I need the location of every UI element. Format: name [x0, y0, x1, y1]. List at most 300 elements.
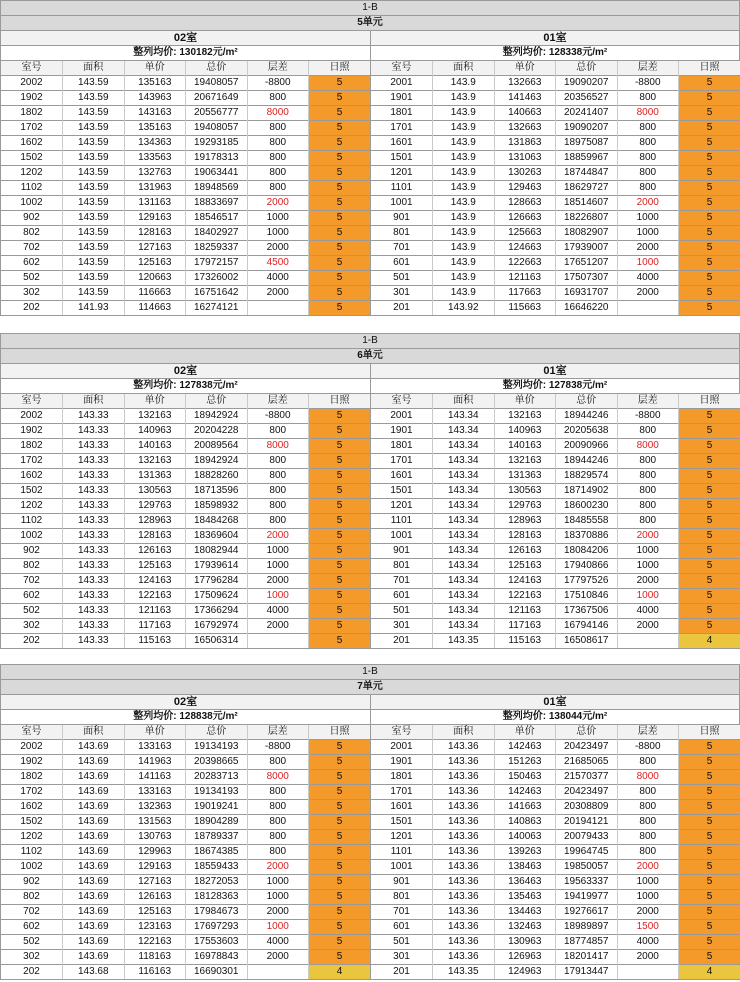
room-column — [370, 363, 740, 649]
table-cell: 5 — [679, 815, 740, 830]
table-cell: 19134193 — [186, 785, 248, 800]
table-cell: 202 — [1, 301, 63, 316]
table-cell: 5 — [679, 860, 740, 875]
table-cell: 800 — [247, 136, 309, 151]
table-cell: 1000 — [247, 544, 309, 559]
table-cell: 5 — [679, 920, 740, 935]
table-cell: 18402927 — [186, 226, 248, 241]
header-row — [371, 725, 740, 740]
table-row — [371, 785, 740, 800]
table-cell: 800 — [617, 785, 679, 800]
table-row — [371, 529, 740, 544]
table-cell: 143.36 — [433, 920, 495, 935]
table-cell: 17367506 — [556, 604, 618, 619]
table-cell: 5 — [309, 76, 371, 91]
column-header: 层差 — [247, 394, 309, 409]
table-cell: 143.9 — [433, 241, 495, 256]
table-cell: 143.59 — [63, 196, 125, 211]
table-cell: 18904289 — [186, 815, 248, 830]
table-cell: 18744847 — [556, 166, 618, 181]
table-cell: 800 — [247, 785, 309, 800]
table-cell: 2000 — [247, 860, 309, 875]
table-cell: 120663 — [124, 271, 186, 286]
column-header: 室号 — [371, 725, 433, 740]
table-cell: 5 — [679, 544, 740, 559]
table-row — [1, 121, 370, 136]
table-cell: -8800 — [617, 76, 679, 91]
table-cell: 143.69 — [63, 815, 125, 830]
table-cell: 800 — [617, 815, 679, 830]
table-cell: 143.36 — [433, 905, 495, 920]
table-cell: 141463 — [494, 91, 556, 106]
table-cell: 17939007 — [556, 241, 618, 256]
room-column — [0, 694, 370, 980]
table-cell: 19063441 — [186, 166, 248, 181]
table-cell: 143.34 — [433, 559, 495, 574]
table-cell: 143.36 — [433, 860, 495, 875]
table-cell: 117663 — [494, 286, 556, 301]
table-cell: 143.33 — [63, 574, 125, 589]
table-cell: 5 — [309, 830, 371, 845]
table-cell: 19408057 — [186, 121, 248, 136]
room-header: 02室 — [1, 30, 370, 45]
table-row — [1, 301, 370, 316]
table-row — [371, 770, 740, 785]
table-cell: 1000 — [617, 256, 679, 271]
column-header: 总价 — [556, 725, 618, 740]
table-cell: 142463 — [494, 740, 556, 755]
table-cell: 18082944 — [186, 544, 248, 559]
table-cell: 19276617 — [556, 905, 618, 920]
room-columns — [0, 694, 740, 980]
table-cell: 18259337 — [186, 241, 248, 256]
table-cell: 131563 — [124, 815, 186, 830]
table-cell: 5 — [679, 409, 740, 424]
table-cell: 130763 — [124, 830, 186, 845]
table-cell: 901 — [371, 211, 433, 226]
table-cell: 5 — [309, 800, 371, 815]
table-cell: 5 — [679, 136, 740, 151]
table-cell: 1000 — [247, 559, 309, 574]
table-cell: 19408057 — [186, 76, 248, 91]
table-cell: 1201 — [371, 830, 433, 845]
table-cell: 18600230 — [556, 499, 618, 514]
table-cell: 126963 — [494, 950, 556, 965]
table-cell: 800 — [617, 91, 679, 106]
column-header: 层差 — [617, 725, 679, 740]
table-cell: 2000 — [247, 574, 309, 589]
table-row — [1, 514, 370, 529]
table-cell: 5 — [309, 424, 371, 439]
table-row — [1, 439, 370, 454]
table-row — [371, 514, 740, 529]
table-cell: 2000 — [617, 619, 679, 634]
table-cell: 18774857 — [556, 935, 618, 950]
table-row — [371, 91, 740, 106]
table-cell: 2000 — [247, 905, 309, 920]
table-cell: 5 — [309, 226, 371, 241]
table-cell: 143.59 — [63, 211, 125, 226]
table-cell: 1901 — [371, 424, 433, 439]
table-cell: 143.59 — [63, 226, 125, 241]
table-row — [1, 574, 370, 589]
table-cell: 143.33 — [63, 424, 125, 439]
table-cell: 16931707 — [556, 286, 618, 301]
column-header: 层差 — [617, 394, 679, 409]
table-cell: 129163 — [124, 211, 186, 226]
table-row — [1, 890, 370, 905]
table-cell: 143.36 — [433, 935, 495, 950]
table-cell: 4000 — [247, 271, 309, 286]
table-cell: 601 — [371, 256, 433, 271]
table-cell: 140863 — [494, 815, 556, 830]
table-cell: 4000 — [617, 604, 679, 619]
table-cell: 8000 — [247, 106, 309, 121]
table-row — [371, 181, 740, 196]
table-cell: 5 — [679, 740, 740, 755]
table-cell: 800 — [617, 166, 679, 181]
column-header: 单价 — [124, 394, 186, 409]
table-cell: 20089564 — [186, 439, 248, 454]
table-cell: 5 — [309, 499, 371, 514]
table-cell: 800 — [617, 454, 679, 469]
table-cell: 201 — [371, 965, 433, 980]
table-cell: 5 — [679, 559, 740, 574]
table-row — [1, 815, 370, 830]
price-table — [1, 393, 370, 649]
table-body — [371, 740, 740, 980]
table-cell: 1000 — [617, 226, 679, 241]
unit-label: 6单元 — [0, 348, 740, 363]
building-label: 1-B — [0, 664, 740, 679]
column-header: 单价 — [494, 725, 556, 740]
table-cell: 17796284 — [186, 574, 248, 589]
table-row — [1, 484, 370, 499]
table-row — [1, 211, 370, 226]
table-cell: 5 — [679, 76, 740, 91]
table-cell: 124663 — [494, 241, 556, 256]
table-cell: 143.69 — [63, 740, 125, 755]
table-cell: 116163 — [124, 965, 186, 980]
table-cell: 2000 — [617, 241, 679, 256]
table-cell: 2002 — [1, 740, 63, 755]
room-columns — [0, 30, 740, 316]
table-row — [1, 106, 370, 121]
table-row — [371, 830, 740, 845]
table-cell: 5 — [309, 151, 371, 166]
table-cell: 1102 — [1, 181, 63, 196]
table-cell: 122163 — [494, 589, 556, 604]
table-cell: 143.36 — [433, 875, 495, 890]
table-cell: 122163 — [124, 935, 186, 950]
table-cell: 800 — [247, 815, 309, 830]
column-header: 总价 — [556, 61, 618, 76]
table-cell: 143.33 — [63, 484, 125, 499]
table-row — [371, 619, 740, 634]
table-cell: 143.35 — [433, 634, 495, 649]
table-cell: 2000 — [247, 619, 309, 634]
room-column — [370, 694, 740, 980]
table-head — [371, 394, 740, 409]
table-cell: 5 — [309, 484, 371, 499]
table-cell: 17509624 — [186, 589, 248, 604]
table-cell: 302 — [1, 619, 63, 634]
table-cell: 143.34 — [433, 574, 495, 589]
table-cell: 18272053 — [186, 875, 248, 890]
table-cell: 117163 — [124, 619, 186, 634]
table-row — [1, 634, 370, 649]
room-header: 01室 — [371, 694, 739, 709]
table-cell: 701 — [371, 241, 433, 256]
table-cell: 129963 — [124, 845, 186, 860]
table-cell: 301 — [371, 950, 433, 965]
price-table — [1, 60, 370, 316]
table-cell: 5 — [679, 574, 740, 589]
column-header: 面积 — [63, 394, 125, 409]
table-cell: 5 — [309, 286, 371, 301]
table-cell: 143.36 — [433, 755, 495, 770]
table-cell: 800 — [247, 800, 309, 815]
table-cell: 132163 — [494, 454, 556, 469]
table-cell: 140963 — [494, 424, 556, 439]
table-cell: 20205638 — [556, 424, 618, 439]
table-cell: 20398665 — [186, 755, 248, 770]
table-cell: 17913447 — [556, 965, 618, 980]
column-header: 总价 — [186, 61, 248, 76]
table-cell: 143.34 — [433, 439, 495, 454]
table-row — [1, 845, 370, 860]
column-header: 总价 — [186, 725, 248, 740]
table-cell: 18975087 — [556, 136, 618, 151]
table-cell: 143.36 — [433, 785, 495, 800]
table-cell: 20671649 — [186, 91, 248, 106]
table-cell: 122663 — [494, 256, 556, 271]
table-cell: 602 — [1, 256, 63, 271]
table-cell: 5 — [679, 935, 740, 950]
table-cell: 16978843 — [186, 950, 248, 965]
table-cell: 143.9 — [433, 286, 495, 301]
table-cell: 18514607 — [556, 196, 618, 211]
table-cell: 143.69 — [63, 755, 125, 770]
table-row — [1, 226, 370, 241]
table-cell: 5 — [309, 409, 371, 424]
table-cell: 18128363 — [186, 890, 248, 905]
table-cell: 143.34 — [433, 544, 495, 559]
table-cell: 800 — [617, 830, 679, 845]
table-cell: 20283713 — [186, 770, 248, 785]
table-cell: 5 — [309, 196, 371, 211]
table-row — [1, 256, 370, 271]
table-cell: 19178313 — [186, 151, 248, 166]
table-cell: 5 — [679, 800, 740, 815]
table-cell: 115163 — [494, 634, 556, 649]
table-cell: 128163 — [494, 529, 556, 544]
table-row — [1, 830, 370, 845]
table-cell: 18559433 — [186, 860, 248, 875]
table-cell: 2000 — [247, 950, 309, 965]
table-head — [371, 61, 740, 76]
table-cell: 143.68 — [63, 965, 125, 980]
table-cell: 129463 — [494, 181, 556, 196]
section-unit-5 — [0, 0, 740, 316]
table-cell: 143.69 — [63, 890, 125, 905]
table-row — [1, 905, 370, 920]
table-cell: 143.9 — [433, 211, 495, 226]
table-cell: 18629727 — [556, 181, 618, 196]
table-row — [1, 800, 370, 815]
table-cell: 17940866 — [556, 559, 618, 574]
table-row — [371, 121, 740, 136]
table-cell: 143.34 — [433, 604, 495, 619]
table-cell: 17972157 — [186, 256, 248, 271]
table-cell: 5 — [309, 454, 371, 469]
room-column — [0, 30, 370, 316]
table-cell: 701 — [371, 574, 433, 589]
table-cell: 143.33 — [63, 604, 125, 619]
table-cell: 143.59 — [63, 76, 125, 91]
table-cell: 1801 — [371, 106, 433, 121]
table-cell: 802 — [1, 226, 63, 241]
table-cell: -8800 — [617, 740, 679, 755]
table-cell: 17939614 — [186, 559, 248, 574]
table-row — [1, 499, 370, 514]
table-cell: 18084206 — [556, 544, 618, 559]
table-cell: 202 — [1, 965, 63, 980]
table-cell: 117163 — [494, 619, 556, 634]
table-body — [1, 409, 370, 649]
table-row — [371, 271, 740, 286]
table-row — [371, 965, 740, 980]
table-cell: 135463 — [494, 890, 556, 905]
table-row — [1, 166, 370, 181]
table-cell: 1702 — [1, 785, 63, 800]
table-cell: 122163 — [124, 589, 186, 604]
table-cell: 5 — [679, 755, 740, 770]
table-cell: 129163 — [124, 860, 186, 875]
column-header: 单价 — [124, 61, 186, 76]
table-cell: 5 — [309, 91, 371, 106]
table-cell: 501 — [371, 935, 433, 950]
table-cell: 800 — [247, 499, 309, 514]
table-cell: 5 — [679, 196, 740, 211]
table-row — [1, 151, 370, 166]
table-cell: 18674385 — [186, 845, 248, 860]
table-cell: 131363 — [124, 469, 186, 484]
table-cell: 132363 — [124, 800, 186, 815]
table-cell: 2000 — [617, 574, 679, 589]
table-cell: 1702 — [1, 121, 63, 136]
header-row — [371, 394, 740, 409]
table-cell: 143.36 — [433, 890, 495, 905]
table-cell: 800 — [617, 499, 679, 514]
table-cell: 143.69 — [63, 950, 125, 965]
table-cell: 800 — [247, 181, 309, 196]
table-cell: 130563 — [494, 484, 556, 499]
table-cell: 143.9 — [433, 121, 495, 136]
table-cell: 601 — [371, 920, 433, 935]
table-cell: 5 — [679, 499, 740, 514]
table-row — [371, 860, 740, 875]
table-cell: 1002 — [1, 196, 63, 211]
table-row — [371, 76, 740, 91]
table-cell: 127163 — [124, 241, 186, 256]
table-cell: 17984673 — [186, 905, 248, 920]
table-cell: 141663 — [494, 800, 556, 815]
table-cell: 5 — [679, 905, 740, 920]
table-row — [371, 589, 740, 604]
table-cell: 19019241 — [186, 800, 248, 815]
table-row — [1, 271, 370, 286]
table-cell: 143.9 — [433, 226, 495, 241]
table-row — [371, 559, 740, 574]
table-cell: 1202 — [1, 166, 63, 181]
table-cell: 121163 — [494, 604, 556, 619]
table-cell: 20204228 — [186, 424, 248, 439]
table-row — [371, 241, 740, 256]
column-header: 层差 — [617, 61, 679, 76]
table-cell: 17507307 — [556, 271, 618, 286]
table-cell: 201 — [371, 301, 433, 316]
table-cell: 18484268 — [186, 514, 248, 529]
column-header: 层差 — [247, 725, 309, 740]
table-cell: 5 — [309, 920, 371, 935]
table-row — [1, 860, 370, 875]
table-row — [371, 409, 740, 424]
table-cell: 5 — [679, 424, 740, 439]
table-row — [371, 256, 740, 271]
table-cell: 5 — [309, 845, 371, 860]
table-cell: 1802 — [1, 106, 63, 121]
table-cell: 1902 — [1, 424, 63, 439]
room-header: 01室 — [371, 363, 739, 378]
table-cell: 128163 — [124, 529, 186, 544]
table-cell: 143.59 — [63, 136, 125, 151]
table-cell: 19563337 — [556, 875, 618, 890]
table-cell: 143.9 — [433, 151, 495, 166]
table-cell: 702 — [1, 905, 63, 920]
table-cell: 18369604 — [186, 529, 248, 544]
table-cell: 1501 — [371, 151, 433, 166]
section-unit-6 — [0, 333, 740, 649]
table-row — [371, 301, 740, 316]
table-cell: 502 — [1, 935, 63, 950]
table-cell: 17553603 — [186, 935, 248, 950]
table-cell: 136463 — [494, 875, 556, 890]
table-row — [371, 875, 740, 890]
table-cell: 800 — [617, 424, 679, 439]
table-cell: 5 — [679, 529, 740, 544]
table-cell: 21570377 — [556, 770, 618, 785]
table-cell: 143.9 — [433, 271, 495, 286]
table-cell: 801 — [371, 226, 433, 241]
table-cell: 18942924 — [186, 454, 248, 469]
table-cell: 116663 — [124, 286, 186, 301]
table-cell: 800 — [247, 755, 309, 770]
table-cell: 18082907 — [556, 226, 618, 241]
table-row — [1, 286, 370, 301]
table-cell: 143.34 — [433, 529, 495, 544]
table-cell: 18713596 — [186, 484, 248, 499]
table-cell: 1802 — [1, 770, 63, 785]
table-cell: 1001 — [371, 529, 433, 544]
table-cell: 143.9 — [433, 166, 495, 181]
table-cell: 132463 — [494, 920, 556, 935]
table-row — [371, 890, 740, 905]
table-cell: 20308809 — [556, 800, 618, 815]
table-cell: 602 — [1, 589, 63, 604]
table-cell: 143.33 — [63, 619, 125, 634]
table-body — [371, 76, 740, 316]
